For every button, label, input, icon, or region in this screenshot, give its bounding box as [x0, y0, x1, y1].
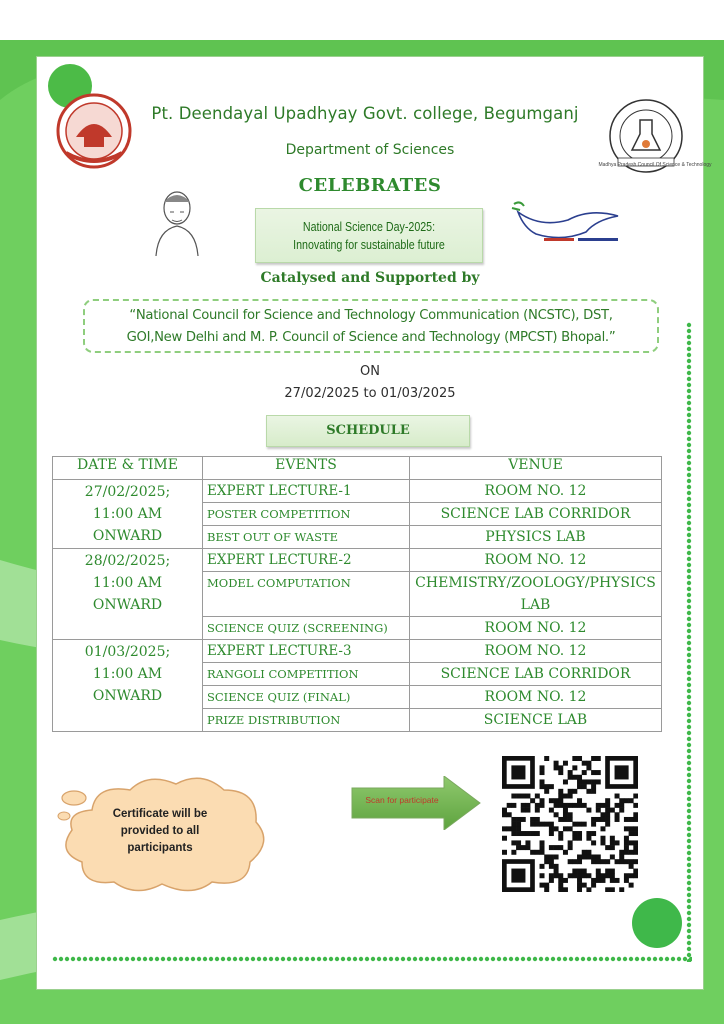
event-cell: EXPERT LECTURE-1	[203, 480, 410, 503]
day-2-time: 11:00 AM	[92, 575, 163, 591]
table-row	[53, 480, 662, 503]
certificate-note	[95, 806, 225, 857]
venue-cell: ROOM NO. 12	[410, 640, 662, 663]
venue-cell: SCIENCE LAB CORRIDOR	[410, 663, 662, 686]
on-label: ON	[360, 364, 380, 379]
venue-cell: ROOM NO. 12	[410, 617, 662, 640]
qr-code[interactable]	[502, 756, 638, 892]
catalysed-heading: Catalysed and Supported by	[260, 270, 480, 286]
day-2-date-cell	[53, 549, 203, 640]
celebrates-heading: CELEBRATES	[298, 175, 442, 196]
header-events: EVENTS	[203, 457, 410, 480]
venue-cell: ROOM NO. 12	[410, 480, 662, 503]
event-cell: RANGOLI COMPETITION	[203, 663, 410, 686]
venue-cell: SCIENCE LAB	[410, 709, 662, 732]
venue-cell: ROOM NO. 12	[410, 686, 662, 709]
venue-line-2: LAB	[520, 597, 551, 613]
date-range: 27/02/2025 to 01/03/2025	[284, 386, 456, 401]
college-name: Pt. Deendayal Upadhyay Govt. college, Begumganj	[151, 104, 579, 123]
day-2-onward: ONWARD	[92, 597, 163, 613]
venue-line-1: CHEMISTRY/ZOOLOGY/PHYSICS	[415, 575, 656, 591]
college-logo	[56, 93, 132, 169]
mpcst-caption: Madhya Pradesh Council Of Science & Technology	[598, 162, 712, 168]
venue-cell: PHYSICS LAB	[410, 526, 662, 549]
day-1-onward: ONWARD	[92, 528, 163, 544]
day-3-date: 01/03/2025;	[84, 644, 171, 660]
event-cell: SCIENCE QUIZ (FINAL)	[203, 686, 410, 709]
day-1-date: 27/02/2025;	[84, 484, 171, 500]
table-row	[53, 640, 662, 663]
schedule-heading: SCHEDULE	[266, 415, 470, 447]
day-2-date: 28/02/2025;	[84, 553, 171, 569]
scientist-portrait-sketch	[148, 186, 206, 256]
venue-cell: SCIENCE LAB CORRIDOR	[410, 503, 662, 526]
header-date-time: DATE & TIME	[53, 457, 203, 480]
certificate-line-2: provided to all	[120, 825, 200, 837]
event-cell: PRIZE DISTRIBUTION	[203, 709, 410, 732]
table-row	[53, 549, 662, 572]
certificate-line-1: Certificate will be	[112, 808, 208, 820]
ncstc-logo	[510, 198, 630, 250]
theme-box	[255, 208, 483, 263]
dotted-border-bottom	[52, 956, 692, 962]
day-1-time: 11:00 AM	[92, 506, 163, 522]
schedule-table	[52, 456, 662, 732]
certificate-line-3: participants	[127, 842, 193, 854]
dotted-border-right	[686, 322, 692, 962]
event-cell: EXPERT LECTURE-3	[203, 640, 410, 663]
table-header-row	[53, 457, 662, 480]
event-cell: BEST OUT OF WASTE	[203, 526, 410, 549]
theme-line-1: National Science Day-2025:	[302, 219, 436, 234]
event-cell: EXPERT LECTURE-2	[203, 549, 410, 572]
venue-cell	[410, 572, 662, 617]
day-3-onward: ONWARD	[92, 688, 163, 704]
scan-label: Scan for participate	[365, 795, 439, 805]
day-1-date-cell	[53, 480, 203, 549]
event-cell: MODEL COMPUTATION	[203, 572, 410, 617]
day-3-time: 11:00 AM	[92, 666, 163, 682]
green-dot-decoration	[632, 898, 682, 948]
supporters-box	[83, 299, 659, 353]
event-cell: POSTER COMPETITION	[203, 503, 410, 526]
event-cell: SCIENCE QUIZ (SCREENING)	[203, 617, 410, 640]
venue-cell: ROOM NO. 12	[410, 549, 662, 572]
day-3-date-cell	[53, 640, 203, 732]
supporters-line-1: “National Council for Science and Technology Communication (NCSTC), DST,	[129, 308, 613, 323]
department-name: Department of Sciences	[285, 142, 455, 158]
supporters-line-2: GOI,New Delhi and M. P. Council of Science and Technology (MPCST) Bhopal.”	[126, 330, 616, 345]
theme-line-2: Innovating for sustainable future	[293, 237, 445, 252]
header-venue: VENUE	[410, 457, 662, 480]
